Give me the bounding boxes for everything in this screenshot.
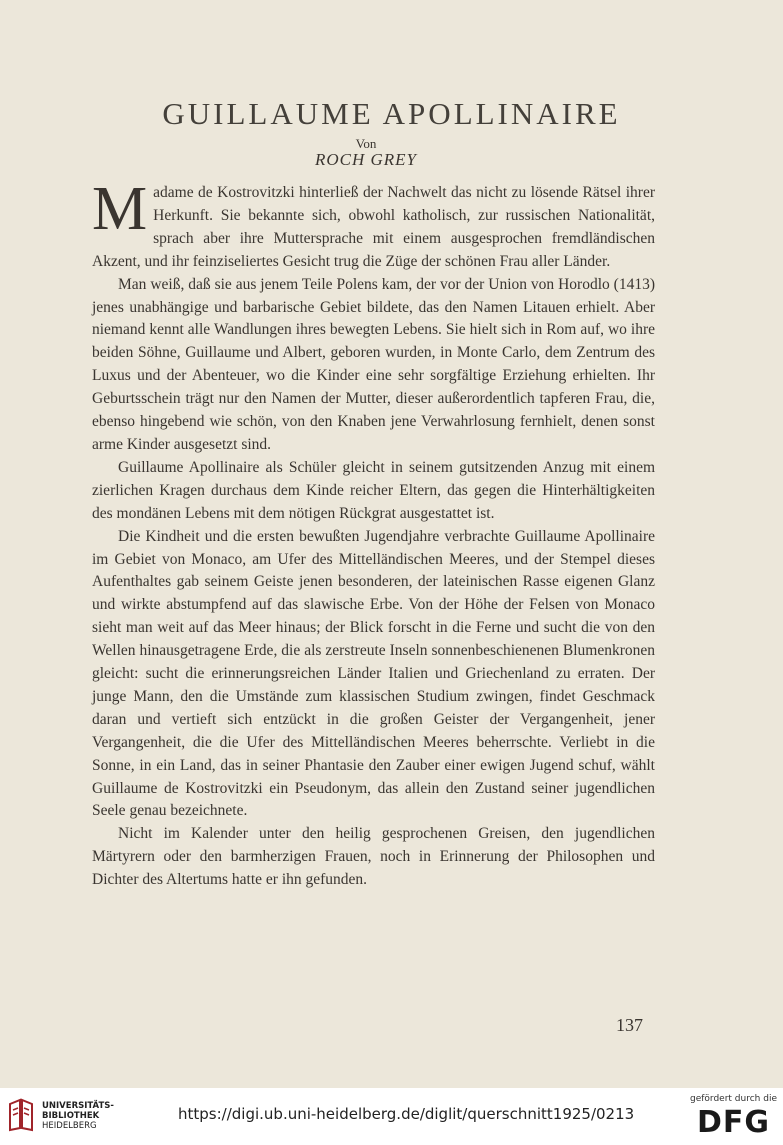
paragraph: Die Kindheit und die ersten bewußten Jugendjahre verbrachte Guillaume Apollinaire im Gebiet von Monaco, am Ufer des Mittelländischen Meeres, und der Stempel dieses Aufenthaltes gab seinem Geiste jenen besonderen, der lateinischen Rasse eigenen Glanz und wirkte abstumpfend auf das slawische Erbe. Von der Höhe der Felsen von Monaco sieht man weit auf das Meer hinaus; der Blick forscht in die Ferne und sucht die von den Wellen hinausgetragene Erde, die als zerstreute Inseln sonnenbeschienenen Blumenkronen gleicht: sucht die erinnerungsreichen Länder Italien und Griechenland zu erraten. Der junge Mann, den die Umstände zum klassischen Studium zwingen, findet Geschmack daran und vertieft sich entzückt in die großen Geister der Vergangenheit, jener Vergangenheit, die die Ufer des Mittelländischen Meeres beherrschte. Verliebt in die Sonne, in ein Land, das in seiner Phantasie den Zauber einer ewigen Jugend schuf, wählt Guillaume de Kostrovitzki ein Pseudonym, das allein den Zustand seiner jugendlichen Seele genau bezeichnete. [92,527,655,820]
library-name-line: UNIVERSITÄTS- [42,1101,114,1111]
article-author: ROCH GREY [314,150,418,169]
drop-cap: M [92,175,148,243]
viewer-footer [0,1088,783,1145]
byline-prefix: Von [355,136,377,151]
page-number: 137 [616,1015,643,1035]
article-body [92,175,655,892]
permalink-url[interactable]: https://digi.ub.uni-heidelberg.de/diglit/querschnitt1925/0213 [178,1105,635,1123]
paragraph: Nicht im Kalender unter den heilig gesprochenen Greisen, den jugendlichen Märtyrern oder den barmherzigen Frauen, noch in Erinnerung der Philosophen und Dichter des Altertums hatte er ihn gefunden. [92,825,655,889]
library-name[interactable] [42,1101,114,1131]
dfg-logo[interactable]: DFG [697,1105,771,1140]
paragraph: Man weiß, daß sie aus jenem Teile Polens kam, der vor der Union von Horodlo (1413) jenes unabhängige und barbarische Gebiet bildete, das den Namen Litauen erhielt. Aber niemand kennt alle Wandlungen ihres bewegten Lebens. Sie hielt sich in Rom auf, wo ihre beiden Söhne, Guillaume und Albert, geboren wurden, in Monte Carlo, dem Zentrum des Luxus und der Abenteuer, wo die Kinder eine sehr sorgfältige Erziehung erhielten. Ihr Geburtsschein trägt nur den Namen der Mutter, dieser außerordentlich tapferen Frau, die, ebenso hingebend wie schön, von den Knaben jene Verwahrlosung fernhielt, denen sonst arme Kinder ausgesetzt sind. [92,275,655,453]
paragraph: Guillaume Apollinaire als Schüler gleicht in seinem gutsitzenden Anzug mit einem zierlichen Kragen durchaus dem Kinde reicher Eltern, das gegen die Hinterhältigkeiten des mondänen Lebens mit dem nötigen Rückgrat ausgestattet ist. [92,458,655,522]
paragraph [92,175,655,274]
paragraph-text: adame de Kostrovitzki hinterließ der Nachwelt das nicht zu lösende Rätsel ihrer Herkunft. Sie bekannte sich, obwohl katholisch, zur russischen Nationalität, sprach aber ihre Muttersprache mit einem ausgesprochen fremdländischen Akzent, und ihr feinziseliertes Gesicht trug die Züge der schönen Frau aller Länder. [92,184,655,270]
book-logo-icon[interactable] [8,1098,34,1132]
funding-label: gefördert durch die [690,1094,777,1104]
library-name-line: HEIDELBERG [42,1121,97,1131]
article-title: GUILLAUME APOLLINAIRE [162,96,621,131]
library-name-line: BIBLIOTHEK [42,1111,100,1121]
